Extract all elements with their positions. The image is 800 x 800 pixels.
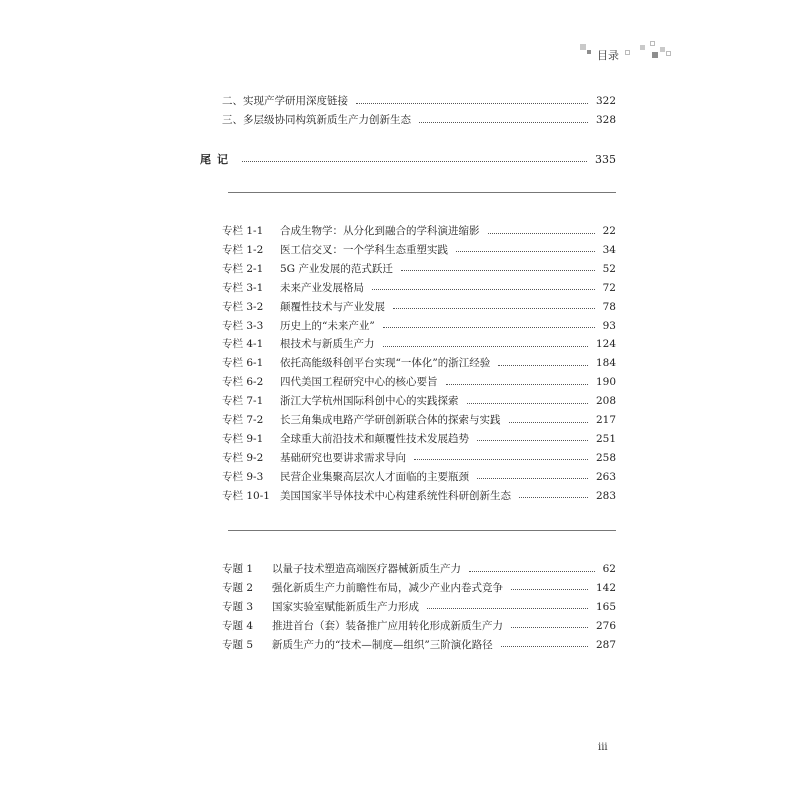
dot-leader <box>477 440 588 441</box>
dot-leader <box>477 478 588 479</box>
dot-leader <box>356 103 588 104</box>
entry-tag: 专栏 6-2 <box>222 376 264 389</box>
toc-entry[interactable] <box>222 111 616 129</box>
sidebar-entry[interactable] <box>222 241 616 259</box>
entry-title: 全球重大前沿技术和颠覆性技术发展趋势 <box>280 432 469 445</box>
decor-square <box>625 50 630 55</box>
dot-leader <box>383 327 595 328</box>
dot-leader <box>511 589 588 590</box>
section-divider <box>228 530 616 531</box>
entry-page: 263 <box>595 470 616 483</box>
dot-leader <box>242 161 587 162</box>
decor-square <box>650 41 655 46</box>
entry-title: 依托高能级科创平台实现“一体化”的浙江经验 <box>280 357 491 370</box>
dot-leader <box>456 251 595 252</box>
entry-page: 283 <box>595 489 616 502</box>
entry-tag: 专栏 1-1 <box>222 225 264 237</box>
entry-title: 新质生产力的“技术—制度—组织”三阶演化路径 <box>272 638 493 651</box>
sidebar-entry[interactable] <box>222 430 616 448</box>
running-header-title: 目录 <box>597 49 619 62</box>
topic-entry[interactable] <box>222 617 616 635</box>
dot-leader <box>393 308 595 309</box>
toc-entry-page: 322 <box>595 95 616 107</box>
entry-title: 美国国家半导体技术中心构建系统性科研创新生态 <box>280 489 511 502</box>
entry-tag: 专题 1 <box>222 563 254 575</box>
sidebar-entry[interactable] <box>222 373 616 391</box>
entry-tag: 专题 4 <box>222 619 254 632</box>
entry-page: 287 <box>595 638 616 651</box>
entry-tag: 专栏 3-3 <box>222 319 264 332</box>
toc-entry[interactable] <box>222 92 616 110</box>
dot-leader <box>511 627 588 628</box>
entry-tag: 专题 5 <box>222 638 254 651</box>
entry-page: 190 <box>595 376 616 389</box>
entry-page: 251 <box>595 432 616 445</box>
entry-page: 258 <box>595 451 616 464</box>
entry-title: 历史上的“未来产业” <box>280 319 375 332</box>
decor-square <box>666 51 671 56</box>
topic-entry[interactable] <box>222 598 616 616</box>
epilogue-title: 尾记 <box>200 153 234 166</box>
topic-entry[interactable] <box>222 579 616 597</box>
entry-title: 颠覆性技术与产业发展 <box>280 300 385 313</box>
entry-title: 医工信交叉：一个学科生态重塑实践 <box>280 243 448 256</box>
entry-title: 强化新质生产力前瞻性布局，减少产业内卷式竞争 <box>272 581 503 594</box>
entry-title: 推进首台（套）装备推广应用转化形成新质生产力 <box>272 619 503 632</box>
sidebar-entry[interactable] <box>222 260 616 278</box>
entry-tag: 专栏 7-2 <box>222 414 264 426</box>
topic-entry[interactable] <box>222 560 616 578</box>
entry-page: 72 <box>602 281 616 294</box>
entry-tag: 专栏 6-1 <box>222 357 264 370</box>
entry-page: 184 <box>595 357 616 370</box>
entry-tag: 专栏 1-2 <box>222 243 264 256</box>
dot-leader <box>501 646 588 647</box>
topic-entry[interactable] <box>222 636 616 654</box>
sidebar-entry[interactable] <box>222 392 616 410</box>
entry-page: 142 <box>595 581 616 594</box>
entry-page: 165 <box>595 600 616 613</box>
entry-page: 52 <box>602 262 616 275</box>
toc-entry-page: 328 <box>595 114 616 126</box>
decor-square <box>660 47 665 52</box>
entry-title: 长三角集成电路产学研创新联合体的探索与实践 <box>280 414 501 426</box>
entry-page: 276 <box>595 619 616 632</box>
entry-tag: 专栏 9-2 <box>222 451 264 464</box>
entry-tag: 专题 3 <box>222 600 254 613</box>
entry-tag: 专栏 4-1 <box>222 338 264 351</box>
entry-title: 民营企业集聚高层次人才面临的主要瓶颈 <box>280 470 469 483</box>
dot-leader <box>498 365 588 366</box>
entry-page: 217 <box>595 414 616 426</box>
sidebar-entry[interactable] <box>222 354 616 372</box>
entry-tag: 专栏 3-1 <box>222 281 264 294</box>
entry-page: 62 <box>602 563 616 575</box>
entry-title: 四代美国工程研究中心的核心要旨 <box>280 376 438 389</box>
sidebar-entry[interactable] <box>222 298 616 316</box>
entry-tag: 专栏 9-3 <box>222 470 264 483</box>
entry-tag: 专栏 10-1 <box>222 489 270 502</box>
sidebar-entry[interactable] <box>222 279 616 297</box>
dot-leader <box>488 233 595 234</box>
toc-entry-epilogue[interactable] <box>200 150 616 168</box>
entry-title: 合成生物学：从分化到融合的学科演进缩影 <box>280 225 480 237</box>
entry-page: 78 <box>602 300 616 313</box>
sidebar-entry[interactable] <box>222 411 616 429</box>
dot-leader <box>414 459 588 460</box>
sidebar-entry[interactable] <box>222 468 616 486</box>
entry-title: 国家实验室赋能新质生产力形成 <box>272 600 419 613</box>
sidebar-entry[interactable] <box>222 222 616 240</box>
dot-leader <box>509 422 588 423</box>
entry-title: 以量子技术塑造高端医疗器械新质生产力 <box>272 563 461 575</box>
entry-title: 基础研究也要讲求需求导向 <box>280 451 406 464</box>
dot-leader <box>401 270 595 271</box>
entry-tag: 专栏 3-2 <box>222 300 264 313</box>
entry-title: 5G 产业发展的范式跃迁 <box>280 262 393 275</box>
entry-title: 根技术与新质生产力 <box>280 338 375 351</box>
page-number: iii <box>598 742 608 753</box>
entry-tag: 专题 2 <box>222 581 254 594</box>
sidebar-entry[interactable] <box>222 487 616 505</box>
entry-title: 未来产业发展格局 <box>280 281 364 294</box>
entry-page: 124 <box>595 338 616 351</box>
entry-title: 浙江大学杭州国际科创中心的实践探索 <box>280 395 459 408</box>
entry-tag: 专栏 2-1 <box>222 262 264 275</box>
dot-leader <box>519 497 588 498</box>
decor-square <box>640 45 645 50</box>
dot-leader <box>446 384 588 385</box>
entry-page: 34 <box>602 243 616 256</box>
sidebar-entry[interactable] <box>222 449 616 467</box>
entry-tag: 专栏 7-1 <box>222 395 264 408</box>
dot-leader <box>469 571 595 572</box>
epilogue-page: 335 <box>595 152 616 166</box>
decor-square <box>580 44 586 50</box>
dot-leader <box>427 608 588 609</box>
entry-tag: 专栏 9-1 <box>222 432 264 445</box>
toc-entry-title: 三、多层级协同构筑新质生产力创新生态 <box>222 114 411 126</box>
section-divider <box>228 192 616 193</box>
entry-page: 93 <box>602 319 616 332</box>
sidebar-entry[interactable] <box>222 317 616 335</box>
decor-square <box>587 50 591 54</box>
decor-square <box>652 52 658 58</box>
dot-leader <box>467 403 588 404</box>
dot-leader <box>419 122 588 123</box>
sidebar-entry[interactable] <box>222 335 616 353</box>
entry-page: 208 <box>595 395 616 408</box>
dot-leader <box>383 346 588 347</box>
dot-leader <box>372 289 595 290</box>
entry-page: 22 <box>602 225 616 237</box>
toc-entry-title: 二、实现产学研用深度链接 <box>222 95 348 107</box>
